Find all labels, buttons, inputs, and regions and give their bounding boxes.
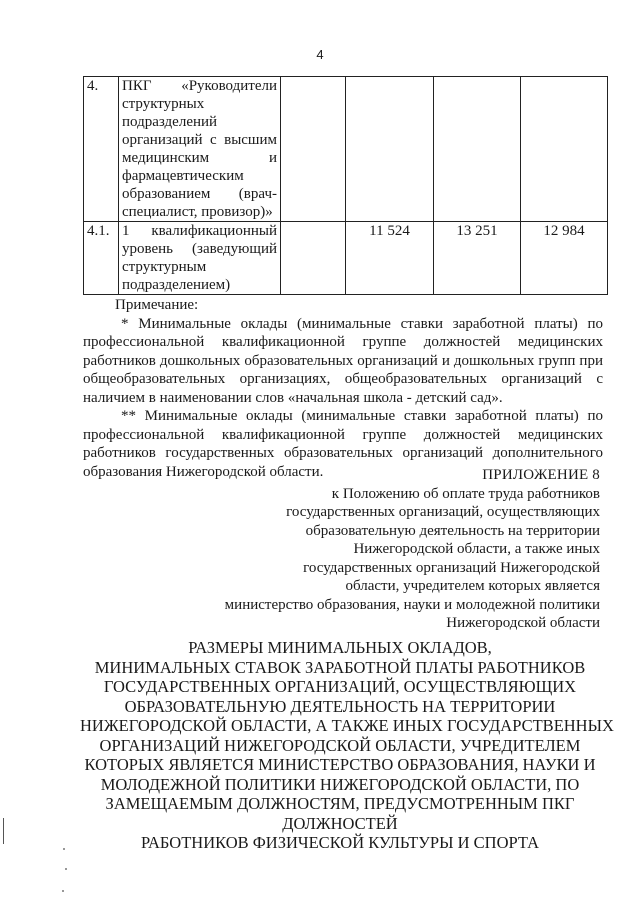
scan-speck	[65, 868, 67, 870]
heading-line: МОЛОДЕЖНОЙ ПОЛИТИКИ НИЖЕГОРОДСКОЙ ОБЛАСТИ, ПО	[100, 774, 580, 794]
table-row	[84, 222, 608, 295]
salary-value: 12 984	[521, 222, 608, 295]
scan-margin-mark	[3, 818, 4, 844]
heading-line: ОРГАНИЗАЦИЙ НИЖЕГОРОДСКОЙ ОБЛАСТИ, УЧРЕДИТЕЛЕМ	[99, 735, 581, 755]
appendix-line: Нижегородской области	[446, 615, 600, 631]
page-number: 4	[316, 47, 324, 62]
appendix-line: министерство образования, науки и молодежной политики	[224, 596, 600, 613]
heading-line: КОТОРЫХ ЯВЛЯЕТСЯ МИНИСТЕРСТВО ОБРАЗОВАНИЯ, НАУКИ И	[84, 755, 596, 774]
heading-line: РАБОТНИКОВ ФИЗИЧЕСКОЙ КУЛЬТУРЫ И СПОРТА	[140, 833, 540, 852]
appendix-line: государственных организаций Нижегородской	[303, 559, 600, 576]
heading-line: МИНИМАЛЬНЫХ СТАВОК ЗАРАБОТНОЙ ПЛАТЫ РАБОТНИКОВ	[94, 657, 586, 677]
appendix-title: ПРИЛОЖЕНИЕ 8	[482, 467, 600, 483]
notes-title: Примечание:	[115, 297, 199, 313]
scan-speck	[62, 890, 64, 892]
appendix-line: к Положению об оплате труда работников	[331, 485, 600, 502]
scan-speck	[63, 848, 65, 850]
heading-line: ЗАМЕЩАЕМЫМ ДОЛЖНОСТЯМ, ПРЕДУСМОТРЕННЫМ ПКГ	[105, 794, 575, 813]
heading-line: ГОСУДАРСТВЕННЫХ ОРГАНИЗАЦИЙ, ОСУЩЕСТВЛЯЮЩИХ	[103, 677, 577, 696]
salary-value: 11 524	[346, 222, 434, 295]
position-name: ПКГ «Руководители структурных подразделений организаций с высшим медицинским и фармацевтическим образованием (врач-специалист, провизор)»	[119, 77, 281, 222]
salary-value	[434, 77, 521, 222]
appendix-line: Нижегородской области, а также иных	[353, 541, 600, 557]
heading-line: ДОЛЖНОСТЕЙ	[282, 813, 398, 833]
salary-value: 13 251	[434, 222, 521, 295]
empty-cell	[281, 222, 346, 295]
notes-block	[83, 296, 603, 481]
table-row	[84, 77, 608, 222]
note-2: ** Минимальные оклады (минимальные ставки заработной платы) по профессиональной квалификационной группе должностей медицинских работников государственных образовательных организаций дополнительного образования Нижегородской области.	[83, 408, 603, 480]
salary-value	[521, 77, 608, 222]
appendix-line: государственных организаций, осуществляющих	[286, 504, 600, 520]
heading-line: ОБРАЗОВАТЕЛЬНУЮ ДЕЯТЕЛЬНОСТЬ НА ТЕРРИТОРИИ	[124, 696, 556, 716]
heading-line: НИЖЕГОРОДСКОЙ ОБЛАСТИ, А ТАКЖЕ ИНЫХ ГОСУДАРСТВЕННЫХ	[80, 716, 614, 735]
appendix-block	[200, 466, 600, 633]
document-heading	[80, 638, 614, 853]
appendix-line: области, учредителем которых является	[345, 578, 600, 594]
position-name: 1 квалификационный уровень (заведующий структурным подразделением)	[119, 222, 281, 295]
salary-value	[346, 77, 434, 222]
note-1: * Минимальные оклады (минимальные ставки заработной платы) по профессиональной квалификационной группе должностей медицинских работников дошкольных образовательных организаций и дошкольных групп при общеобразовательных организациях, общеобразовательных организаций с наличием в наименовании слов «начальная школа - детский сад».	[83, 315, 603, 406]
salary-table	[83, 76, 608, 295]
appendix-line: образовательную деятельность на территории	[305, 522, 600, 539]
heading-line: РАЗМЕРЫ МИНИМАЛЬНЫХ ОКЛАДОВ,	[188, 638, 492, 657]
row-number: 4.	[84, 77, 119, 222]
row-number: 4.1.	[84, 222, 119, 295]
empty-cell	[281, 77, 346, 222]
